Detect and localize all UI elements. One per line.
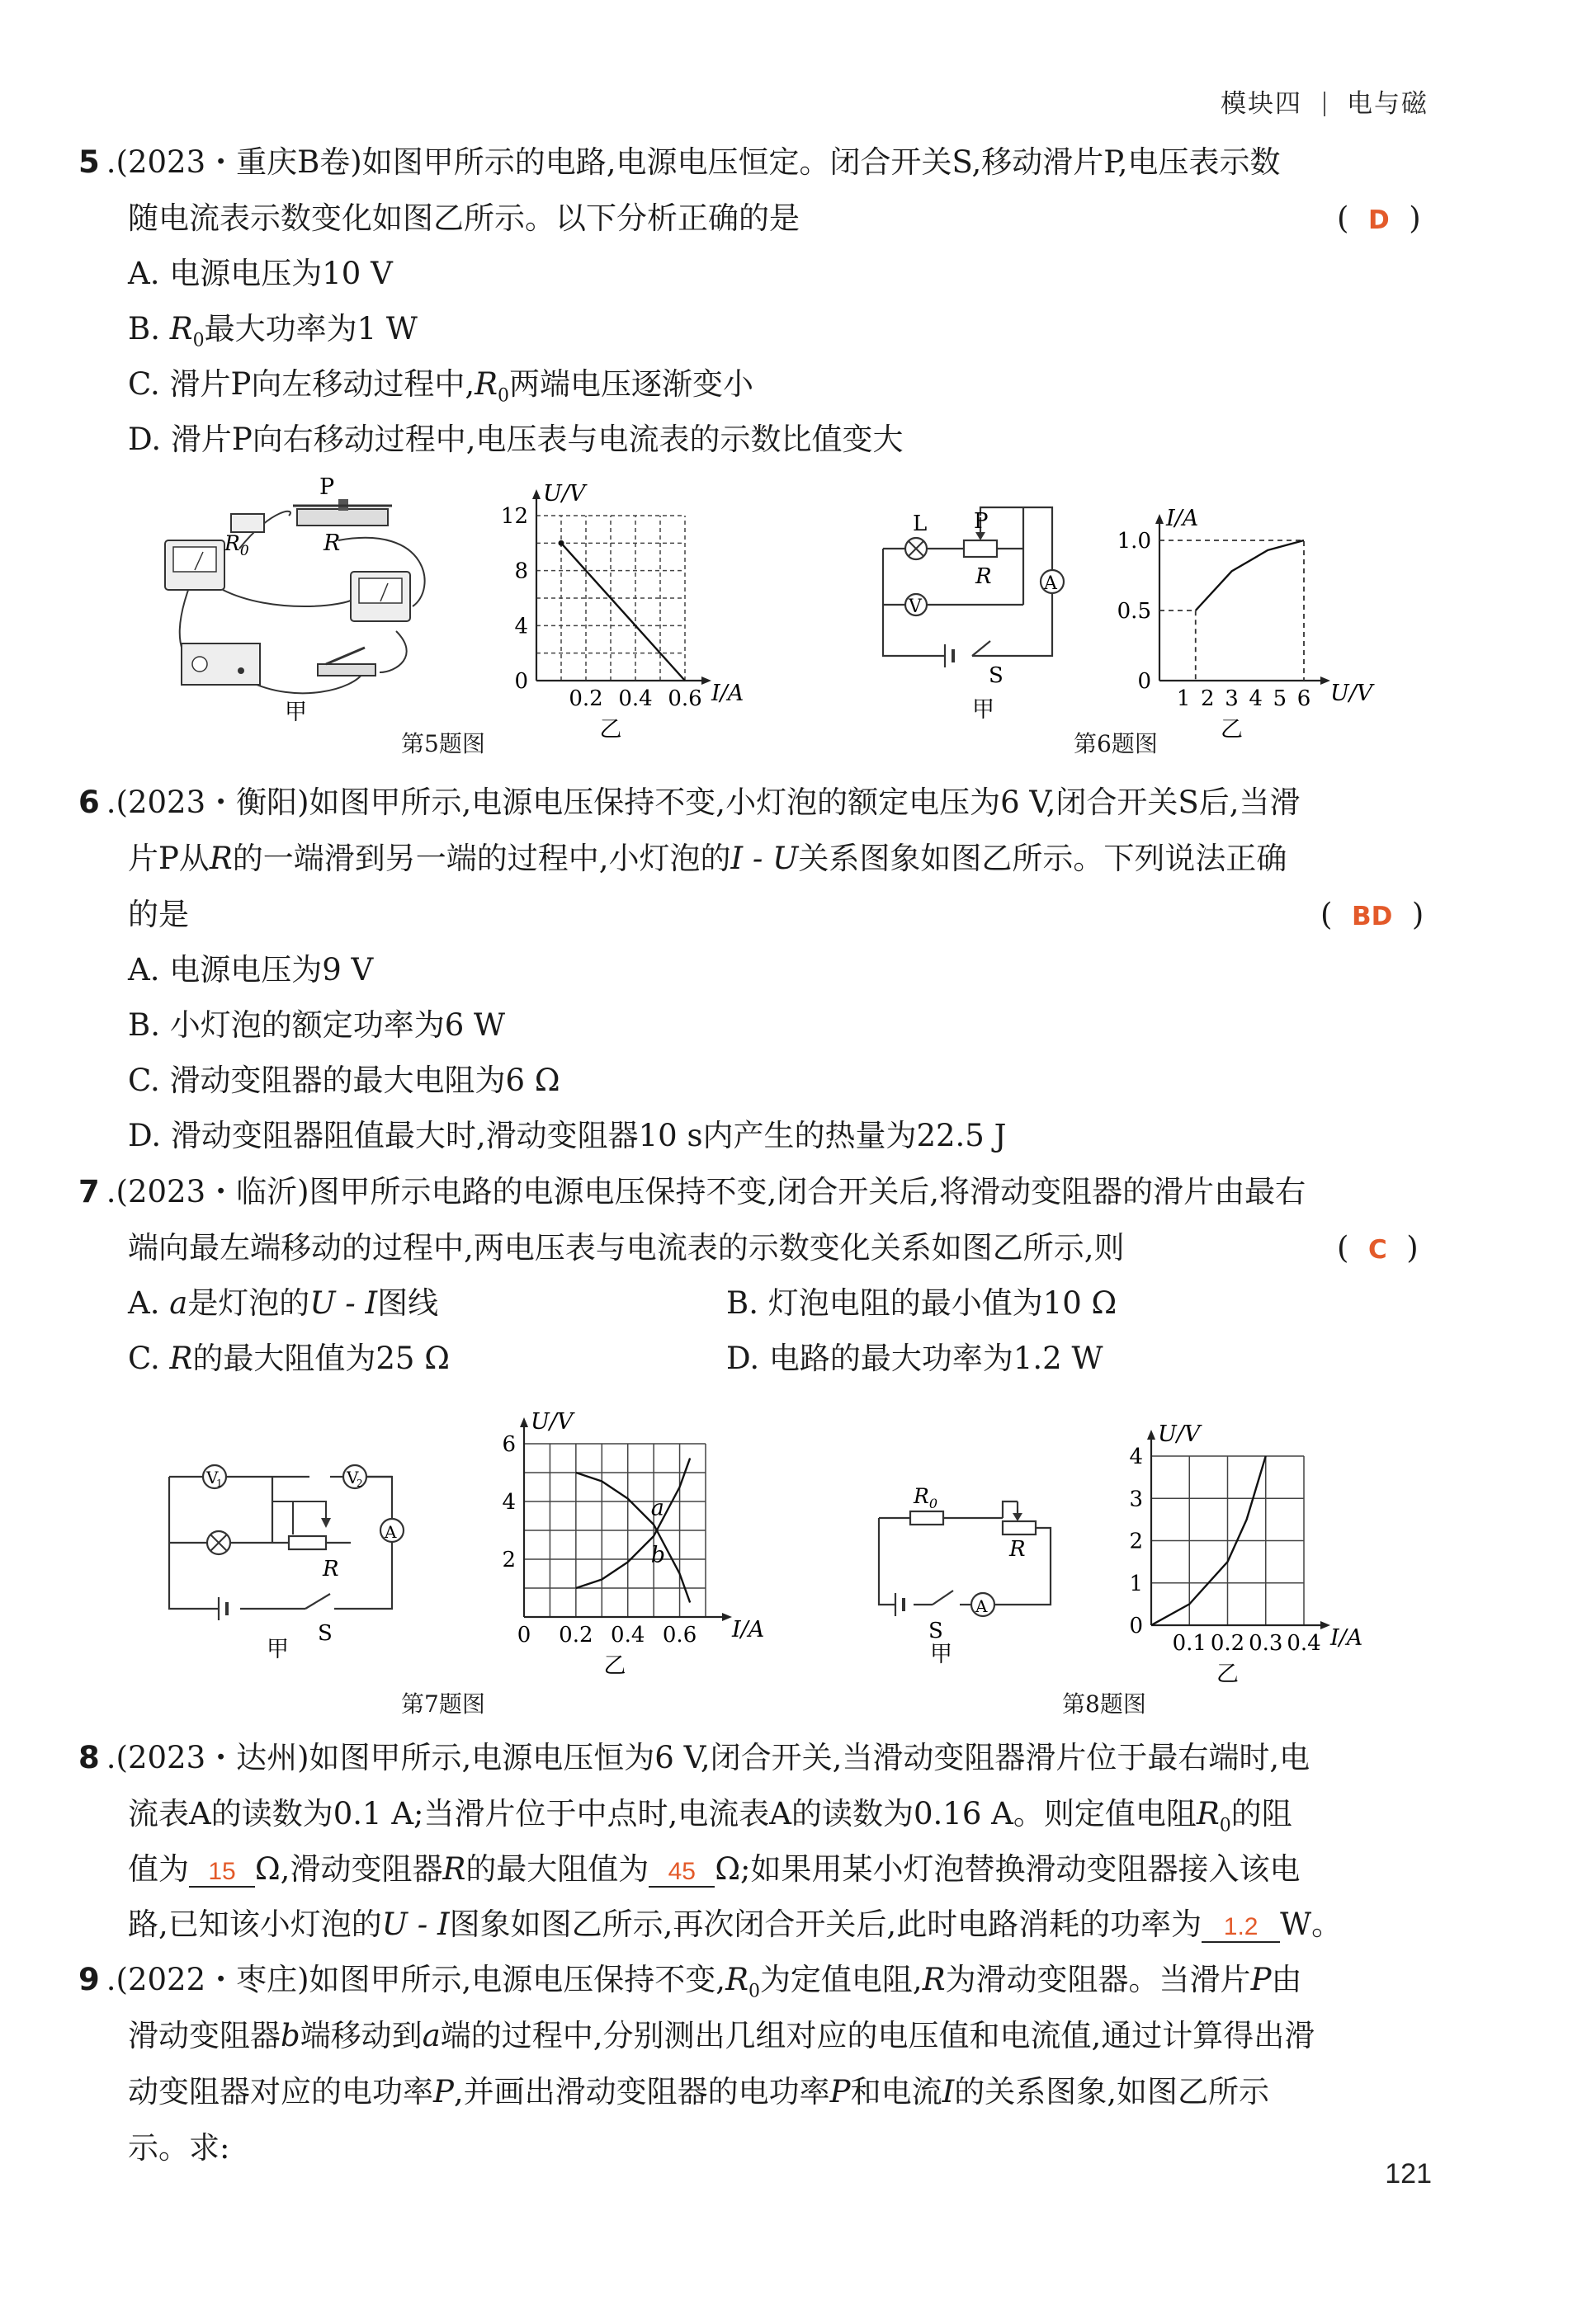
fig8-label-r0: $R_0$ [914,1484,938,1511]
fig7-yi-y-arrow [520,1417,528,1427]
fig8-yi-y-tick: 3 [1129,1487,1143,1512]
fig7-yi-y-tick: 4 [502,1490,516,1515]
module-label: 模块四 [1221,89,1302,119]
svg-text:A: A [975,1596,988,1616]
page-number: 121 [1385,2158,1432,2190]
fig5-circuit-diagram [149,474,454,725]
rheostat-icon [293,499,392,526]
fig5-yi-x-label: I/A [711,681,744,706]
q5-answer-paren: ( D ) [1337,200,1421,236]
fig8-yi-x-tick: 0.3 [1249,1631,1283,1656]
voltmeter-v2-icon [343,1465,366,1489]
fig6-yi-x-tick: 1 [1176,686,1191,711]
fig8-yi-x-tick: 0.2 [1210,1631,1245,1656]
fig5-ui-chart [487,474,751,742]
fig6-iu-chart [1106,491,1378,742]
fig8-yi-title: 乙 [1216,1662,1239,1687]
q7-option-d: D. 电路的最大功率为1.2 W [726,1341,1103,1376]
q6-number: 6 [78,785,100,820]
switch-icon [318,648,375,676]
q8-number: 8 [78,1740,100,1775]
q5-option-d: D. 滑片P向右移动过程中,电压表与电流表的示数比值变大 [128,422,904,457]
fig6-label-l: L [913,511,928,536]
lamp-icon [905,538,927,559]
fixed-resistor-icon [910,1511,943,1525]
q5-line2 [128,200,800,236]
q6-answer: BD [1351,902,1393,931]
fig8-yi-y-tick: 4 [1129,1445,1143,1469]
svg-text:2: 2 [357,1478,363,1489]
fig6-yi-title: 乙 [1221,717,1243,742]
q7-option-a: A. a是灯泡的U - I图线 [128,1285,439,1321]
q5-option-a: A. 电源电压为10 V [128,256,393,291]
fig8-yi-x-arrow [1320,1621,1330,1629]
q7-answer-paren: ( C ) [1337,1230,1419,1266]
fig8-yi-x-label: I/A [1330,1625,1363,1651]
q9-line2: 滑动变阻器b端移动到a端的过程中,分别测出几组对应的电压值和电流值,通过计算得出滑 [128,2018,1315,2053]
svg-text:V: V [347,1468,359,1487]
fig7-yi-y-tick: 6 [502,1432,516,1457]
fig7-label-jia: 甲 [267,1637,289,1662]
fig6-yi-x-tick: 4 [1249,686,1263,711]
q5-stem-1: (2023・重庆B卷)如图甲所示的电路,电源电压恒定。闭合开关S,移动滑片P,电压表示数 [116,144,1281,180]
power-supply-icon [182,643,260,685]
q9-line3: 动变阻器对应的电功率P,并画出滑动变阻器的电功率P和电流I的关系图象,如图乙所示 [128,2074,1269,2110]
q6-figure-caption: 第6题图 [1074,730,1158,757]
fig7-yi-curve-label-a: a [650,1495,664,1521]
fig5-yi-data-point [559,540,564,546]
q9-line4: 示。求: [128,2130,230,2166]
fig7-yi-x-tick: 0.2 [559,1623,593,1648]
fig6-yi-x-tick: 6 [1296,686,1311,711]
fig6-yi-y-label: I/A [1166,506,1199,531]
q6-line1: 6 .(2023・衡阳)如图甲所示,电源电压保持不变,小灯泡的额定电压为6 V,闭合开关S后,当滑 [78,785,1301,820]
q8-blank-1: 15 [189,1860,255,1888]
fig6-yi-x-tick: 5 [1273,686,1287,711]
fig6-label-jia: 甲 [972,697,994,723]
fig8-yi-x-tick: 0.4 [1287,1631,1321,1656]
fig7-yi-title: 乙 [603,1653,626,1679]
q8-line4: 路,已知该小灯泡的U - I图象如图乙所示,再次闭合开关后,此时电路消耗的功率为 1.2 W。 [128,1907,1343,1942]
fig8-yi-y-tick: 0 [1129,1614,1143,1638]
fig7-yi-curve-label-b: b [650,1542,666,1568]
fig6-yi-y-tick: 1.0 [1117,529,1151,554]
fig8-yi-y-arrow [1147,1430,1155,1440]
fig7-yi-x-label: I/A [732,1617,765,1643]
rheostat-icon [289,1536,326,1549]
fig7-yi-y-label: U/V [531,1409,574,1435]
fig8-label-jia: 甲 [930,1642,952,1667]
fig5-yi-x-tick: 0.4 [618,686,653,711]
fig7-ui-chart [470,1394,765,1679]
ammeter-icon [165,540,224,590]
fig6-yi-x-tick: 3 [1225,686,1239,711]
svg-text:V: V [909,596,922,617]
fig5-label-p: P [319,474,335,500]
topic-label: 电与磁 [1347,89,1429,119]
rheostat-icon [964,540,997,557]
q6-line2: 片P从R的一端滑到另一端的过程中,小灯泡的I - U关系图象如图乙所示。下列说法正确 [128,841,1287,876]
fig7-yi-y-tick: 2 [502,1548,516,1572]
rheostat-icon [1003,1521,1036,1534]
q8-blank-3: 1.2 [1202,1915,1280,1943]
fig8-circuit-diagram [871,1484,1069,1667]
voltmeter-v1-icon [203,1465,226,1489]
q5-number: 5 [78,144,100,180]
q6-line3: 的是 [128,897,189,932]
q7-figure-caption: 第7题图 [401,1690,485,1718]
fig8-yi-x-tick: 0.1 [1172,1631,1207,1656]
q8-line1: 8 .(2023・达州)如图甲所示,电源电压恒为6 V,闭合开关,当滑动变阻器滑片位于最右端时,电 [78,1740,1310,1775]
q5-option-b: B. $R_0$最大功率为1 W [128,311,418,351]
fig6-yi-y-arrow [1155,514,1164,524]
fixed-resistor-icon [231,514,264,532]
svg-text:A: A [1044,573,1057,594]
fig6-yi-y-tick: 0 [1137,669,1151,694]
q5-line1: 5 .(2023・重庆B卷)如图甲所示的电路,电源电压恒定。闭合开关S,移动滑片P,电压表示数 [78,144,1281,180]
fig5-yi-series-U-I [561,543,685,681]
fig5-yi-y-label: U/V [543,481,586,507]
q8-line3: 值为 15 Ω,滑动变阻器R的最大阻值为 45 Ω;如果用某小灯泡替换滑动变阻器接入该电 [128,1851,1301,1887]
fig7-circuit-diagram [161,1452,425,1662]
fig5-yi-y-arrow [532,489,541,499]
q5-figure-caption: 第5题图 [401,730,485,757]
fig5-yi-y-tick: 4 [514,614,528,639]
q6-answer-paren: ( BD ) [1320,897,1424,932]
q5-option-c: C. 滑片P向左移动过程中$,R_0$两端电压逐渐变小 [128,366,754,407]
fig5-label-r: R [323,530,341,556]
q9-number: 9 [78,1962,100,1997]
q7-line2: 端向最左端移动的过程中,两电压表与电流表的示数变化关系如图乙所示,则 [128,1230,1125,1266]
q6-option-a: A. 电源电压为9 V [128,952,374,988]
fig5-yi-y-tick: 0 [514,669,528,694]
fig7-yi-x-arrow [722,1613,732,1621]
q8-line2: 流表A的读数为0.1 A;当滑片位于中点时,电流表A的读数为0.16 A。则定值电阻$R_0$的阻 [128,1796,1292,1836]
fig6-yi-guide-min [1159,610,1196,681]
fig6-label-s: S [989,663,1004,688]
fig6-yi-series-I-U [1196,540,1304,610]
q6-option-d: D. 滑动变阻器阻值最大时,滑动变阻器10 s内产生的热量为22.5 J [128,1118,1007,1153]
fig7-label-s: S [318,1621,333,1646]
fig6-circuit-diagram [875,499,1073,722]
q8-figure-caption: 第8题图 [1062,1690,1146,1718]
fig6-label-p: P [974,509,989,534]
fig8-ui-chart [1102,1415,1363,1687]
fig5-yi-y-tick: 12 [500,504,528,529]
voltmeter-icon [351,572,410,621]
lamp-icon [207,1531,230,1554]
q7-line1: 7 .(2023・临沂)图甲所示电路的电源电压保持不变,闭合开关后,将滑动变阻器的滑片由最右 [78,1174,1306,1209]
fig8-label-s: S [928,1619,943,1643]
fig7-yi-x-tick: 0 [517,1623,531,1648]
fig8-yi-y-label: U/V [1158,1421,1201,1447]
fig5-yi-title: 乙 [599,717,622,742]
fig6-yi-y-tick: 0.5 [1117,599,1151,624]
q7-option-b: B. 灯泡电阻的最小值为10 Ω [726,1285,1117,1321]
fig5-yi-x-arrow [701,676,711,685]
ammeter-icon [1041,570,1064,594]
fig6-label-r: R [975,564,992,589]
q8-blank-2: 45 [649,1860,715,1888]
svg-text:V: V [206,1468,219,1487]
fig8-yi-y-tick: 1 [1129,1571,1143,1596]
q5-stem-2: 随电流表示数变化如图乙所示。以下分析正确的是 [128,200,800,236]
fig8-yi-y-tick: 2 [1129,1529,1143,1554]
svg-text:A: A [385,1522,397,1542]
fig8-label-r: R [1009,1537,1026,1562]
header-divider [1324,92,1325,116]
fig5-label-r0: $R_0$ [224,531,249,559]
ammeter-icon [971,1593,994,1616]
fig7-label-r: R [323,1557,339,1582]
voltmeter-icon [905,594,927,617]
q5-answer: D [1367,205,1390,235]
q7-option-c: C. R的最大阻值为25 Ω [128,1341,450,1376]
q7-answer: C [1367,1235,1387,1265]
fig5-label-jia: 甲 [285,700,307,725]
q6-option-c: C. 滑动变阻器的最大电阻为6 Ω [128,1063,560,1098]
fig5-yi-x-tick: 0.2 [569,686,603,711]
fig5-yi-y-tick: 8 [514,559,528,584]
fig6-yi-x-label: U/V [1330,681,1373,706]
fig6-yi-x-arrow [1320,676,1330,685]
q9-line1: 9 .(2022・枣庄)如图甲所示,电源电压保持不变$,R_0$为定值电阻,R为滑动变阻器。当滑片P由 [78,1962,1302,2002]
fig7-yi-x-tick: 0.6 [662,1623,697,1648]
q7-number: 7 [78,1174,100,1209]
q6-option-b: B. 小灯泡的额定功率为6 W [128,1007,506,1043]
page-header [1221,82,1429,120]
svg-text:1: 1 [216,1478,223,1489]
fig7-yi-x-tick: 0.4 [611,1623,645,1648]
ammeter-icon [380,1519,404,1542]
fig5-yi-x-tick: 0.6 [668,686,702,711]
fig6-yi-x-tick: 2 [1201,686,1215,711]
